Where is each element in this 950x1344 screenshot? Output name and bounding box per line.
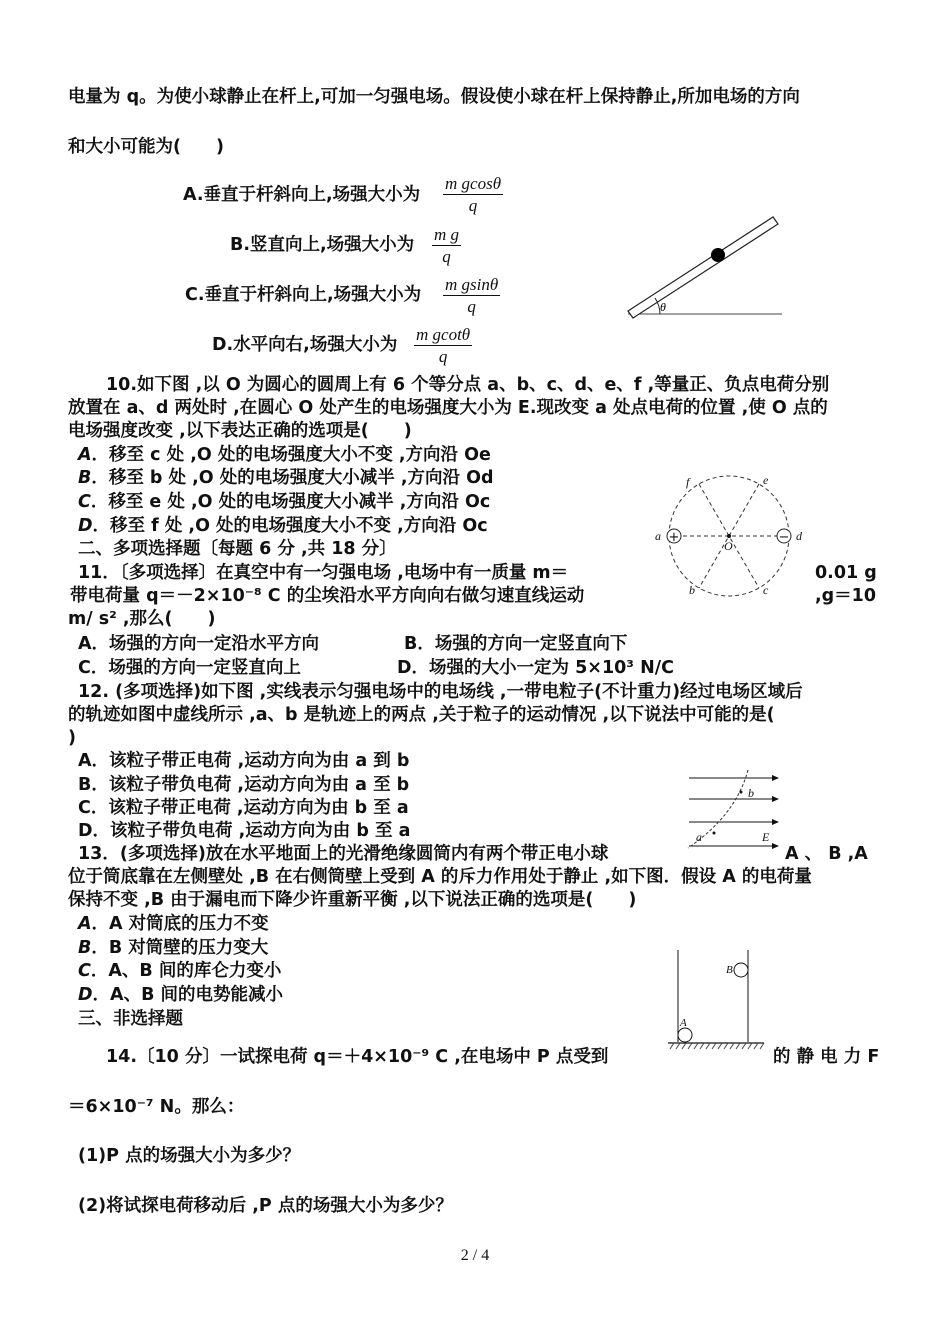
q12-option-b: B．该粒子带负电荷 ,运动方向为由 a 至 b [78,775,410,795]
q10-label-e: e [763,473,769,487]
q9-option-d-fraction: $\frac{\text{m gcotθ}}{q}$ [416,325,471,366]
q11-stem-line2: 带电荷量 q＝－2×10⁻⁸ C 的尘埃沿水平方向向右做匀速直线运动 [70,586,585,606]
q9-incline-figure [620,210,790,320]
q11-option-c: C．场强的方向一定竖直向上 [78,658,301,678]
q13-option-d: D．A、B 间的电势能减小 [78,985,284,1005]
q10-label-a: a [655,529,661,543]
q10-option-c: C．移至 e 处 ,O 处的电场强度大小减半 ,方向沿 Oc [78,492,491,512]
q12-label-e: E [762,830,770,844]
q10-label-o: O [724,539,733,553]
q10-option-a: A．移至 c 处 ,O 处的电场强度大小不变 ,方向沿 Oe [78,445,491,465]
q13-stem-line2: 位于筒底靠在左侧壁处 ,B 在右侧筒壁上受到 A 的斥力作用处于静止 ,如下图．假设 A 的电荷量 [68,867,812,887]
q14-subquestion-2: (2)将试探电荷移动后 ,P 点的场强大小为多少？ [78,1196,453,1216]
q11-stem-line1: 11．〔多项选择〕在真空中有一匀强电场 ,电场中有一质量 m＝ [78,563,569,583]
q14-subquestion-1: (1)P 点的场强大小为多少？ [78,1146,301,1166]
q13-stem-line1: 13．(多项选择)放在水平地面上的光滑绝缘圆筒内有两个带正电小球 [78,844,609,864]
q9-stem-line1: 电量为 q。为使小球静止在杆上,可加一匀强电场。假设使小球在杆上保持静止,所加电场的方向 [68,87,800,107]
q11-option-a: A．场强的方向一定沿水平方向 [78,634,320,654]
q10-circle-figure [652,470,812,600]
q11-option-d: D．场强的大小一定为 5×10³ N/C [397,658,674,678]
q11-stem-line3: m/ s² ,那么( ) [68,609,216,629]
q13-label-b: B [726,964,733,976]
q13-stem-line1-right: A 、 B ,A [785,844,868,864]
q13-stem-line3: 保持不变 ,B 由于漏电而下降少许重新平衡 ,以下说法正确的选项是( ) [68,890,637,910]
q13-option-a: A．A 对筒底的压力不变 [78,914,269,934]
q12-label-a: a [696,830,702,844]
q10-stem-line1: 10.如下图 ,以 O 为圆心的圆周上有 6 个等分点 a、b、c、d、e、f ,等量正、负点电荷分别 [106,375,830,395]
q9-option-c-fraction: $\frac{\text{m gsinθ}}{q}$ [445,275,499,316]
q12-option-d: D．该粒子带负电荷 ,运动方向为由 b 至 a [78,821,411,841]
page-number: 2 / 4 [460,1247,490,1264]
q10-stem-line3: 电场强度改变 ,以下表达正确的选项是( ) [68,421,412,441]
svg-text:−: − [778,530,790,545]
q14-stem-line1-right: 的 静 电 力 F [773,1047,880,1067]
q11-stem-line2-right: ,g＝10 [815,586,877,606]
ball-a [678,1028,692,1042]
q9-option-b-fraction: $\frac{\text{m g}}{q}$ [434,225,460,266]
section-3-heading: 三、非选择题 [78,1009,183,1029]
q13-option-b: B．B 对筒壁的压力变大 [78,938,269,958]
q9-option-a-fraction: $\frac{\text{m gcosθ}}{q}$ [445,174,502,215]
q9-option-b: B.竖直向上,场强大小为 [230,235,415,255]
q12-option-a: A．该粒子带正电荷 ,运动方向为由 a 到 b [78,751,410,771]
q12-stem-line2: 的轨迹如图中虚线所示 ,a、b 是轨迹上的两点 ,关于粒子的运动情况 ,以下说法中可能的是( [68,705,775,725]
q9-ball [711,248,725,262]
q12-stem-line3: ) [68,728,76,748]
q10-label-b: b [689,583,695,597]
q9-option-d: D.水平向右,场强大小为 [212,335,398,355]
q12-stem-line1: 12. (多项选择)如下图 ,实线表示匀强电场中的电场线 ,一带电粒子(不计重力)经过电场区域后 [78,682,803,702]
q13-cylinder-figure [664,946,774,1054]
q10-option-b: B．移至 b 处 ,O 处的电场强度大小减半 ,方向沿 Od [78,468,494,488]
q9-option-a: A.垂直于杆斜向上,场强大小为 [183,185,421,205]
q13-label-a: A [680,1017,687,1029]
q11-option-b: B．场强的方向一定竖直向下 [404,634,628,654]
section-2-heading: 二、多项选择题〔每题 6 分 ,共 18 分〕 [78,539,397,559]
q10-label-c: c [763,583,769,597]
q10-label-f: f [686,475,690,489]
q10-label-d: d [796,529,802,543]
q14-stem-line2: ＝6×10⁻⁷ N。那么： [68,1097,245,1117]
ball-b [734,963,748,977]
q14-stem-line1: 14.〔10 分〕一试探电荷 q＝＋4×10⁻⁹ C ,在电场中 P 点受到 [106,1047,609,1067]
q12-label-b: b [748,786,754,800]
q9-option-c: C.垂直于杆斜向上,场强大小为 [185,285,422,305]
q12-field-figure [686,770,786,852]
q9-stem-line2: 和大小可能为( ) [68,137,224,157]
q11-stem-line1-right: 0.01 g [815,563,877,583]
q9-theta-label: θ [660,300,666,314]
q10-stem-line2: 放置在 a、d 两处时 ,在圆心 O 处产生的电场强度大小为 E.现改变 a 处点电荷的位置 ,使 O 点的 [68,398,828,418]
q10-option-d: D．移至 f 处 ,O 处的电场强度大小不变 ,方向沿 Oc [78,516,488,536]
q13-option-c: C．A、B 间的库仑力变小 [78,961,282,981]
svg-text:+: + [668,530,680,545]
q12-option-c: C．该粒子带正电荷 ,运动方向为由 b 至 a [78,798,409,818]
